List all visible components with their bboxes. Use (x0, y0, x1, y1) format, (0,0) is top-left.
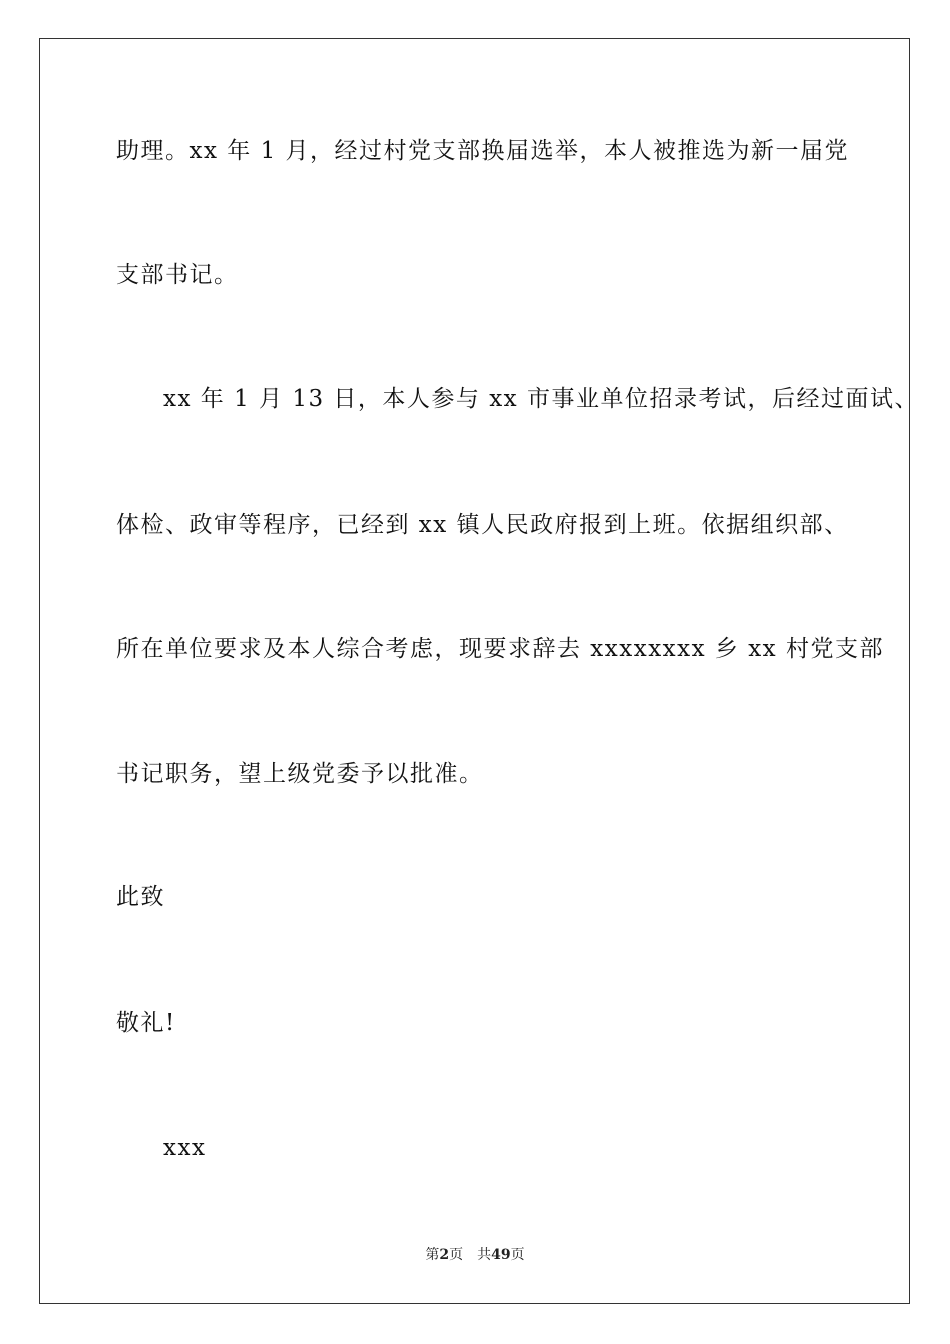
closing-salutation: 此致 (116, 884, 165, 910)
body-line-4: 体检、政审等程序，已经到 xx 镇人民政府报到上班。依据组织部、 (116, 512, 849, 538)
page-frame (39, 38, 910, 1304)
body-line-2: 支部书记。 (116, 262, 239, 288)
page-prefix: 第 (425, 1247, 440, 1263)
total-pages: 49 (491, 1247, 511, 1263)
closing-regards: 敬礼! (116, 1010, 176, 1036)
total-prefix: 共 (477, 1247, 492, 1263)
page-footer (0, 1246, 950, 1264)
body-line-5: 所在单位要求及本人综合考虑，现要求辞去 xxxxxxxx 乡 xx 村党支部 (116, 636, 884, 662)
total-suffix: 页 (510, 1247, 525, 1263)
signature-name: xxx (163, 1135, 207, 1161)
body-line-6: 书记职务，望上级党委予以批准。 (116, 761, 484, 787)
page-suffix: 页 (449, 1247, 464, 1263)
page-number: 2 (439, 1247, 450, 1263)
body-line-1: 助理。xx 年 1 月，经过村党支部换届选举，本人被推选为新一届党 (116, 138, 850, 164)
body-line-3: xx 年 1 月 13 日，本人参与 xx 市事业单位招录考试，后经过面试、 (163, 386, 919, 412)
